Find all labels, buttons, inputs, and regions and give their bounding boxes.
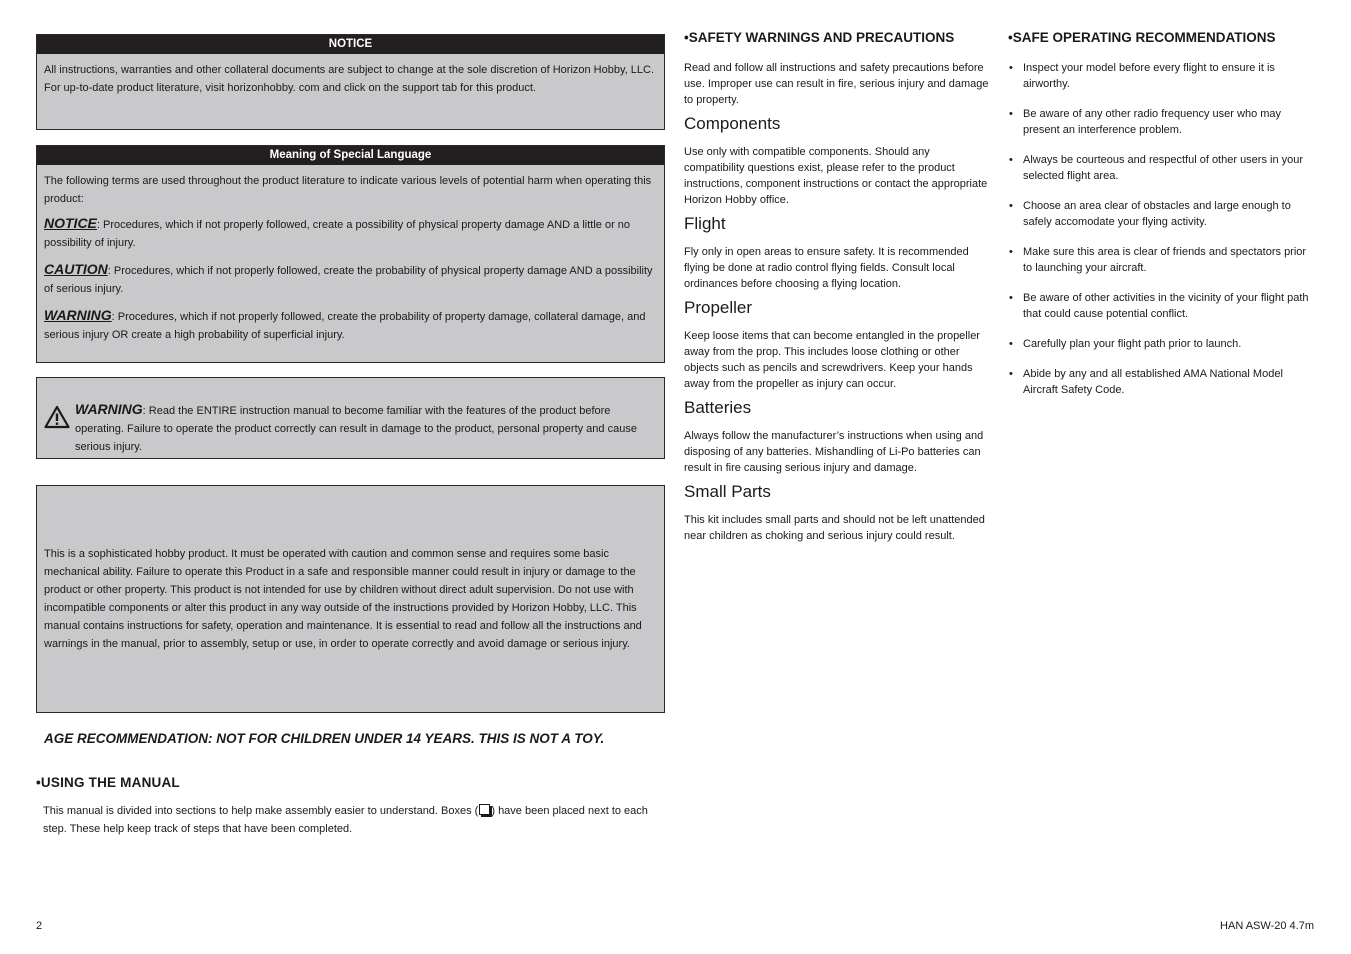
recommendations-heading: •SAFE OPERATING RECOMMENDATIONS (1008, 30, 1276, 45)
safety-intro: Read and follow all instructions and safety precautions before use. Improper use can result in fire, serious injury and damage to property. (684, 62, 989, 106)
notice-text: All instructions, warranties and other collateral documents are subject to change at the sole discretion of Horizon Hobby, LLC. For up-to-date product literature, visit horizonhobby. com and click on the support tab for this product. (44, 64, 655, 94)
checkbox-icon (479, 804, 490, 815)
hobby-product-box (36, 485, 665, 713)
term-warning-label: WARNING (44, 307, 112, 323)
list-item: • Be aware of any other radio frequency user who may present an interference problem. (1008, 106, 1318, 138)
small-parts-text: This kit includes small parts and should not be left unattended near children as choking and serious injury could result. (684, 514, 985, 542)
list-item: • Always be courteous and respectful of other users in your selected flight area. (1008, 152, 1318, 184)
warning-label: WARNING (75, 401, 143, 417)
model-name: HAN ASW-20 4.7m (1220, 920, 1314, 932)
notice-header: NOTICE (37, 35, 664, 54)
term-notice-text: : Procedures, which if not properly followed, create a possibility of physical property damage AND a little or no possibility of injury. (44, 219, 631, 249)
term-warning (44, 306, 657, 344)
special-language-box (36, 145, 665, 363)
page-number: 2 (36, 920, 43, 932)
list-item: • Carefully plan your flight path prior to launch. (1008, 336, 1318, 352)
batteries-title: Batteries (684, 398, 752, 417)
term-caution-text: : Procedures, which if not properly followed, create the probability of physical property damage AND a possibility of serious injury. (44, 265, 653, 295)
propeller-title: Propeller (684, 298, 753, 317)
recommendations-list (1008, 60, 1318, 398)
propeller-text: Keep loose items that can become entangled in the propeller away from the prop. This includes loose clothing or other objects such as pencils and screwdrivers. Keep your hands away from the propeller as injury can occur. (684, 330, 980, 390)
flight-text: Fly only in open areas to ensure safety. It is recommended flying be done at radio control flying fields. Consult local ordinances before choosing a flying location. (684, 246, 969, 290)
list-item: • Make sure this area is clear of friends and spectators prior to launching your aircraft. (1008, 244, 1318, 276)
using-manual-text (43, 802, 663, 838)
warning-triangle-icon (44, 405, 70, 429)
batteries-text: Always follow the manufacturer’s instructions when using and disposing of any batteries. Mishandling of Li-Po batteries can result in fire causing serious injury and damage. (684, 430, 984, 474)
using-manual-text-before: This manual is divided into sections to help make assembly easier to understand. Boxes ( (43, 805, 479, 817)
list-item: • Be aware of other activities in the vicinity of your flight path that could cause potential conflict. (1008, 290, 1318, 322)
hobby-product-text: This is a sophisticated hobby product. It must be operated with caution and common sense and requires some basic mechanical ability. Failure to operate this Product in a safe and responsible manner could result in injury or damage to the product or other property. This product is not intended for use by children without direct adult supervision. Do not use with incompatible components or alter this product in any way outside of the instructions provided by Horizon Hobby, LLC. This manual contains instructions for safety, operation and maintenance. It is essential to read and follow all the instructions and warnings in the manual, prior to assembly, setup or use, in order to operate correctly and avoid damage or serious injury. (44, 548, 642, 650)
list-item: • Abide by any and all established AMA National Model Aircraft Safety Code. (1008, 366, 1318, 398)
term-caution (44, 260, 657, 298)
list-item: • Choose an area clear of obstacles and large enough to safely accomodate your flying activity. (1008, 198, 1318, 230)
recommendations-column (1008, 30, 1318, 412)
term-caution-label: CAUTION (44, 261, 108, 277)
term-notice (44, 214, 657, 252)
term-warning-text: : Procedures, which if not properly followed, create the probability of property damage, collateral damage, and serious injury OR create a high probability of superficial injury. (44, 311, 646, 341)
warning-body: : Read the ENTIRE instruction manual to become familiar with the features of the product before operating. Failure to operate the product correctly can result in damage to the product, personal property and cause serious injury. (75, 405, 637, 453)
using-manual-heading: •USING THE MANUAL (36, 775, 180, 790)
components-title: Components (684, 114, 781, 133)
special-language-header: Meaning of Special Language (37, 146, 664, 165)
notice-box (36, 34, 665, 130)
flight-title: Flight (684, 214, 726, 233)
special-language-intro: The following terms are used throughout the product literature to indicate various levels of potential harm when operating this product: (44, 175, 652, 205)
list-item: • Inspect your model before every flight to ensure it is airworthy. (1008, 60, 1318, 92)
small-parts-title: Small Parts (684, 482, 771, 501)
safety-heading: •SAFETY WARNINGS AND PRECAUTIONS (684, 30, 955, 45)
term-notice-label: NOTICE (44, 215, 97, 231)
safety-warnings-column (684, 30, 990, 544)
components-text: Use only with compatible components. Should any compatibility questions exist, please refer to the product instructions, component instructions or contact the appropriate Horizon Hobby office. (684, 146, 988, 206)
warning-text (75, 400, 654, 456)
using-manual-text-after: ) have been placed next to each step. These help keep track of steps that have been completed. (43, 805, 648, 835)
warning-box (36, 377, 665, 459)
age-recommendation: AGE RECOMMENDATION: NOT FOR CHILDREN UNDER 14 YEARS. THIS IS NOT A TOY. (44, 731, 605, 746)
